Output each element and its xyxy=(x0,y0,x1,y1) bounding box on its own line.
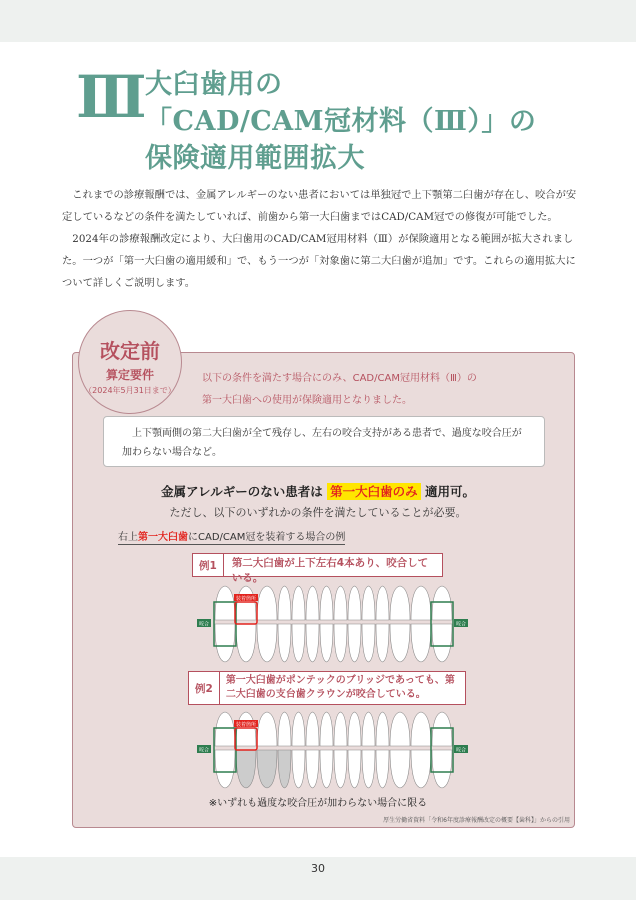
tooth xyxy=(320,586,333,662)
tooth xyxy=(278,586,291,662)
tooth xyxy=(292,712,305,788)
intro-paragraph: 2024年の診療報酬改定により、大臼歯用のCAD/CAM冠用材料（Ⅲ）が保険適用となる範囲が拡大されました。一つが「第一大臼歯の適用緩和」で、もう一つが「対象歯に第二大臼歯が追加」です。これらの適用拡大について詳しくご説明します。 xyxy=(62,233,576,289)
label-post: にCAD/CAM冠を装着する場合の例 xyxy=(188,532,346,543)
badge-circle xyxy=(78,310,182,414)
teeth-diagram-2 xyxy=(195,708,467,792)
example-2 xyxy=(188,671,466,705)
tooth xyxy=(215,712,235,788)
condition-box: 上下顎両側の第二大臼歯が全て残存し、左右の咬合支持がある患者で、過度な咬合圧が加わらない場合など。 xyxy=(103,416,545,467)
main-post: 適用可。 xyxy=(424,484,475,499)
title-line: 保険適用範囲拡大 xyxy=(145,143,365,174)
tooth xyxy=(390,712,410,788)
main-highlight: 第一大臼歯のみ xyxy=(327,483,421,500)
example-1 xyxy=(192,553,443,584)
tooth xyxy=(432,712,452,788)
tooth xyxy=(306,712,319,788)
label-red: 第一大臼歯 xyxy=(138,532,188,543)
badge-subtitle: 算定要件 xyxy=(105,368,154,382)
example-number: 例2 xyxy=(189,672,220,704)
tooth xyxy=(306,586,319,662)
tooth xyxy=(257,712,277,788)
tooth xyxy=(376,712,389,788)
tooth xyxy=(432,586,452,662)
main-pre: 金属アレルギーのない患者は xyxy=(161,484,323,499)
tooth xyxy=(376,586,389,662)
example-text: 第一大臼歯がポンテックのブリッジであっても、第二大臼歯の支台歯クラウンが咬合している。 xyxy=(225,675,455,700)
top-band xyxy=(0,0,636,42)
tooth xyxy=(390,586,410,662)
tooth xyxy=(362,712,375,788)
tooth xyxy=(348,712,361,788)
lead-line: 第一大臼歯への使用が保険適用となりました。 xyxy=(202,395,412,406)
main-statement xyxy=(0,482,636,500)
badge-title: 改定前 xyxy=(100,339,160,363)
fit-tag-label: 装着箇所 xyxy=(235,722,257,728)
tooth xyxy=(292,586,305,662)
title-line: 「CAD/CAM冠材料（Ⅲ）」の xyxy=(145,106,537,137)
tooth xyxy=(257,586,277,662)
example-label xyxy=(118,528,345,545)
tooth xyxy=(348,586,361,662)
note: ※いずれも過度な咬合圧が加わらない場合に限る xyxy=(208,798,428,809)
tooth xyxy=(278,712,291,788)
fit-tag-label: 装着箇所 xyxy=(235,596,257,602)
page-title xyxy=(145,66,536,177)
occlusion-tag-label: 咬合 xyxy=(198,621,210,628)
tooth xyxy=(411,712,431,788)
page-number: 30 xyxy=(311,862,325,875)
tooth xyxy=(362,586,375,662)
intro-paragraph: これまでの診療報酬では、金属アレルギーのない患者においては単独冠で上下顎第二臼歯が存在し、咬合が安定しているなどの条件を満たしていれば、前歯から第一大臼歯まではCAD/CAM冠での修復が可能でした。 xyxy=(62,189,577,223)
example-text: 第二大臼歯が上下左右4本あり、咬合している。 xyxy=(231,557,429,584)
citation: 厚生労働省資料「令和6年度診療報酬改定の概要【歯科】」からの引用 xyxy=(383,817,570,824)
occlusion-tag-label: 咬合 xyxy=(455,621,467,628)
tooth xyxy=(320,712,333,788)
title-line: 大臼歯用の xyxy=(145,69,283,100)
section-numeral: Ⅲ xyxy=(76,63,143,131)
intro-text xyxy=(62,184,577,294)
example-number: 例1 xyxy=(193,554,224,576)
badge-date: （2024年5月31日まで） xyxy=(84,386,176,395)
tooth xyxy=(334,586,347,662)
label-pre: 右上 xyxy=(118,532,138,543)
tooth xyxy=(215,586,235,662)
occlusion-tag-label: 咬合 xyxy=(455,747,467,754)
lead-line: 以下の条件を満たす場合にのみ、CAD/CAM冠用材料（Ⅲ）の xyxy=(202,373,477,384)
sub-statement: ただし、以下のいずれかの条件を満たしていることが必要。 xyxy=(169,506,467,519)
lead-text xyxy=(202,368,477,412)
tooth xyxy=(334,712,347,788)
teeth-diagram-1 xyxy=(195,582,467,664)
occlusion-tag-label: 咬合 xyxy=(198,747,210,754)
tooth xyxy=(411,586,431,662)
